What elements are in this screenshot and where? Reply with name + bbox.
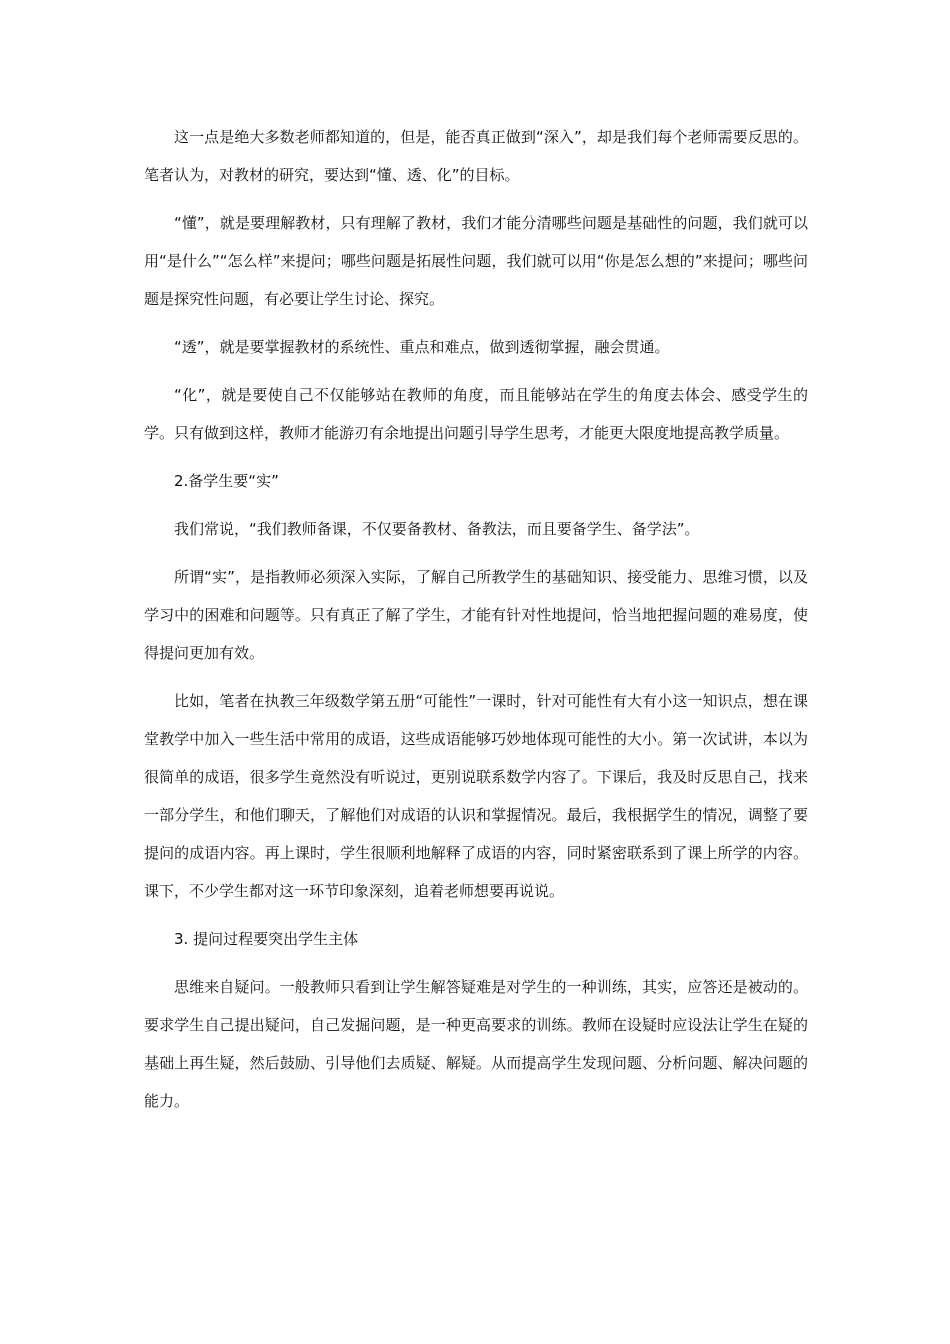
- paragraph-practical: 所谓“实”，是指教师必须深入实际，了解自己所教学生的基础知识、接受能力、思维习惯，以及学习中的困难和问题等。只有真正了解了学生，才能有针对性地提问，恰当地把握问题的难易度，使得提问更加有效。: [144, 568, 808, 662]
- paragraph-analysis-depth: 这一点是绝大多数老师都知道的，但是，能否真正做到“深入”，却是我们每个老师需要反思的。笔者认为，对教材的研究，要达到“懂、透、化”的目标。: [144, 128, 808, 184]
- paragraph-common-saying: 我们常说，“我们教师备课，不仅要备教材、备教法，而且要备学生、备学法”。: [174, 520, 700, 538]
- paragraph-internalize: “化”，就是要使自己不仅能够站在教师的角度，而且能够站在学生的角度去体会、感受学生的学。只有做到这样，教师才能游刃有余地提出问题引导学生思考，才能更大限度地提高教学质量。: [144, 386, 808, 442]
- section-heading-student-subject: 3. 提问过程要突出学生主体: [174, 930, 359, 948]
- paragraph-questioning: 思维来自疑问。一般教师只看到让学生解答疑难是对学生的一种训练，其实，应答还是被动的。要求学生自己提出疑问，自己发掘问题，是一种更高要求的训练。教师在设疑时应设法让学生在疑的基础上再生疑，然后鼓励、引导他们去质疑、解疑。从而提高学生发现问题、分析问题、解决问题的能力。: [144, 978, 808, 1110]
- paragraph-thorough: “透”，就是要掌握教材的系统性、重点和难点，做到透彻掌握，融会贯通。: [174, 338, 670, 356]
- paragraph-example: 比如，笔者在执教三年级数学第五册“可能性”一课时，针对可能性有大有小这一知识点，想在课堂教学中加入一些生活中常用的成语，这些成语能够巧妙地体现可能性的大小。第一次试讲，本以为很简单的成语，很多学生竟然没有听说过，更别说联系数学内容了。下课后，我及时反思自己，找来一部分学生，和他们聊天，了解他们对成语的认识和掌握情况。最后，我根据学生的情况，调整了要提问的成语内容。再上课时，学生很顺利地解释了成语的内容，同时紧密联系到了课上所学的内容。课下，不少学生都对这一环节印象深刻，追着老师想要再说说。: [144, 692, 808, 900]
- paragraph-understand: “懂”，就是要理解教材，只有理解了教材，我们才能分清哪些问题是基础性的问题，我们就可以用“是什么”“怎么样”来提问；哪些问题是拓展性问题，我们就可以用“你是怎么想的”来提问；哪些问题是探究性问题，有必要让学生讨论、探究。: [144, 214, 808, 308]
- section-heading-students: 2.备学生要“实”: [174, 472, 279, 490]
- document-body: [144, 118, 808, 1130]
